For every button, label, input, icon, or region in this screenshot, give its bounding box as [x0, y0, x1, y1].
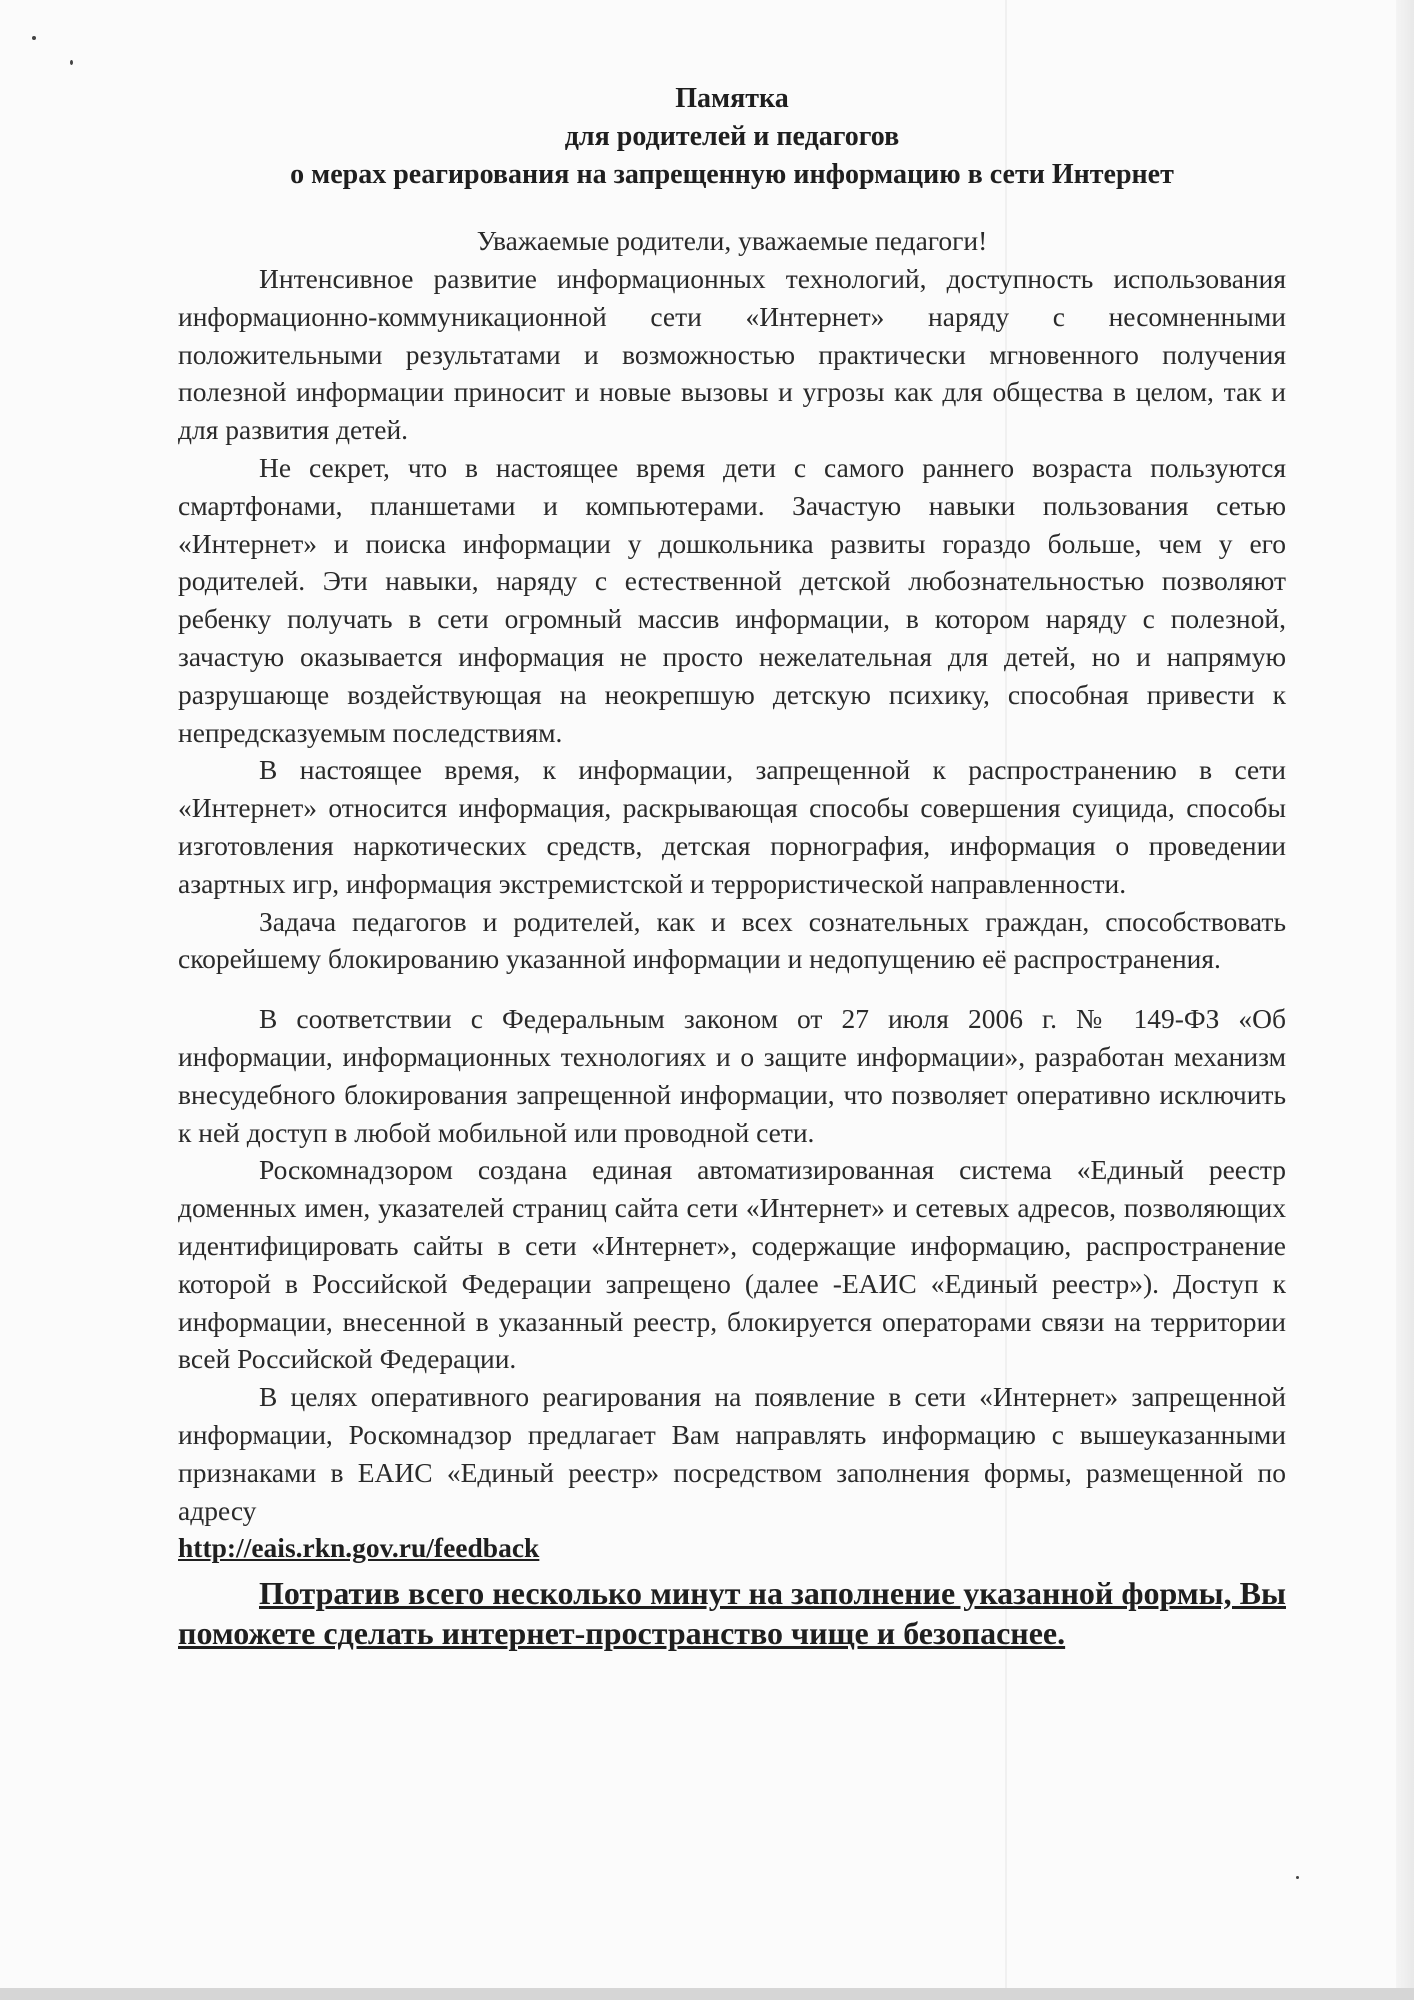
title-line: Памятка: [675, 83, 789, 114]
paragraph-feedback-request: В целях оперативного реагирования на появление в сети «Интернет» запрещенной информации, Роскомнадзор предлагает Вам направлять информацию с вышеуказанными признаками в ЕАИС «Единый реестр» посредством заполнения формы, размещенной по адресу: [178, 1381, 1286, 1526]
paragraph-prohibited-info: В настоящее время, к информации, запрещенной к распространению в сети «Интернет» относится информация, раскрывающая способы совершения суицида, способы изготовления наркотических средств, детская порнография, информация о проведении азартных игр, информация экстремистской и террористической направленности.: [178, 754, 1286, 899]
scan-speck: [1296, 1876, 1299, 1879]
memo-document: [178, 80, 1286, 1653]
page-right-edge: [1396, 0, 1414, 2000]
paragraph-federal-law: В соответствии с Федеральным законом от 27 июля 2006 г. № 149-ФЗ «Об информации, информационных технологиях и о защите информации», разработан механизм внесудебного блокирования запрещенной информации, что позволяет оперативно исключить к ней доступ в любой мобильной или проводной сети.: [178, 1003, 1286, 1148]
paragraph-intro: Интенсивное развитие информационных технологий, доступность использования информационно-коммуникационной сети «Интернет» наряду с несомненными положительными результатами и возможностью практически мгновенного получения полезной информации приносит и новые вызовы и угрозы как для общества в целом, так и для развития детей.: [178, 263, 1286, 446]
paragraph-registry: Роскомнадзором создана единая автоматизированная система «Единый реестр доменных имен, указателей страниц сайта сети «Интернет» и сетевых адресов, позволяющих идентифицировать сайты в сети «Интернет», содержащие информацию, распространение которой в Российской Федерации запрещено (далее -ЕАИС «Единый реестр»). Доступ к информации, внесенной в указанный реестр, блокируется операторами связи на территории всей Российской Федерации.: [178, 1154, 1286, 1375]
closing-appeal: Потратив всего несколько минут на заполнение указанной формы, Вы поможете сделать интернет-пространство чище и безопаснее.: [178, 1575, 1286, 1652]
greeting: Уважаемые родители, уважаемые педагоги!: [476, 225, 988, 256]
paragraph-task: Задача педагогов и родителей, как и всех сознательных граждан, способствовать скорейшему блокированию указанной информации и недопущению её распространения.: [178, 905, 1286, 975]
feedback-link[interactable]: http://eais.rkn.gov.ru/feedback: [178, 1532, 540, 1564]
paragraph-children-devices: Не секрет, что в настоящее время дети с самого раннего возраста пользуются смартфонами, планшетами и компьютерами. Зачастую навыки пользования сетью «Интернет» и поиска информации у дошкольника развиты гораздо больше, чем у его родителей. Эти навыки, наряду с естественной детской любознательностью позволяют ребенку получать в сети огромный массив информации, в котором наряду с полезной, зачастую оказывается информация не просто нежелательная для детей, но и напрямую разрушающе воздействующая на неокрепшую детскую психику, способная привести к непредсказуемым последствиям.: [178, 451, 1286, 748]
scan-speck: [70, 60, 73, 65]
feedback-link-line: [178, 1529, 1286, 1567]
memo-title: [178, 80, 1286, 194]
title-line: о мерах реагирования на запрещенную информацию в сети Интернет: [290, 159, 1174, 190]
scan-speck: [32, 36, 36, 40]
page-bottom-edge: [0, 1988, 1414, 2000]
title-line: для родителей и педагогов: [564, 121, 900, 152]
